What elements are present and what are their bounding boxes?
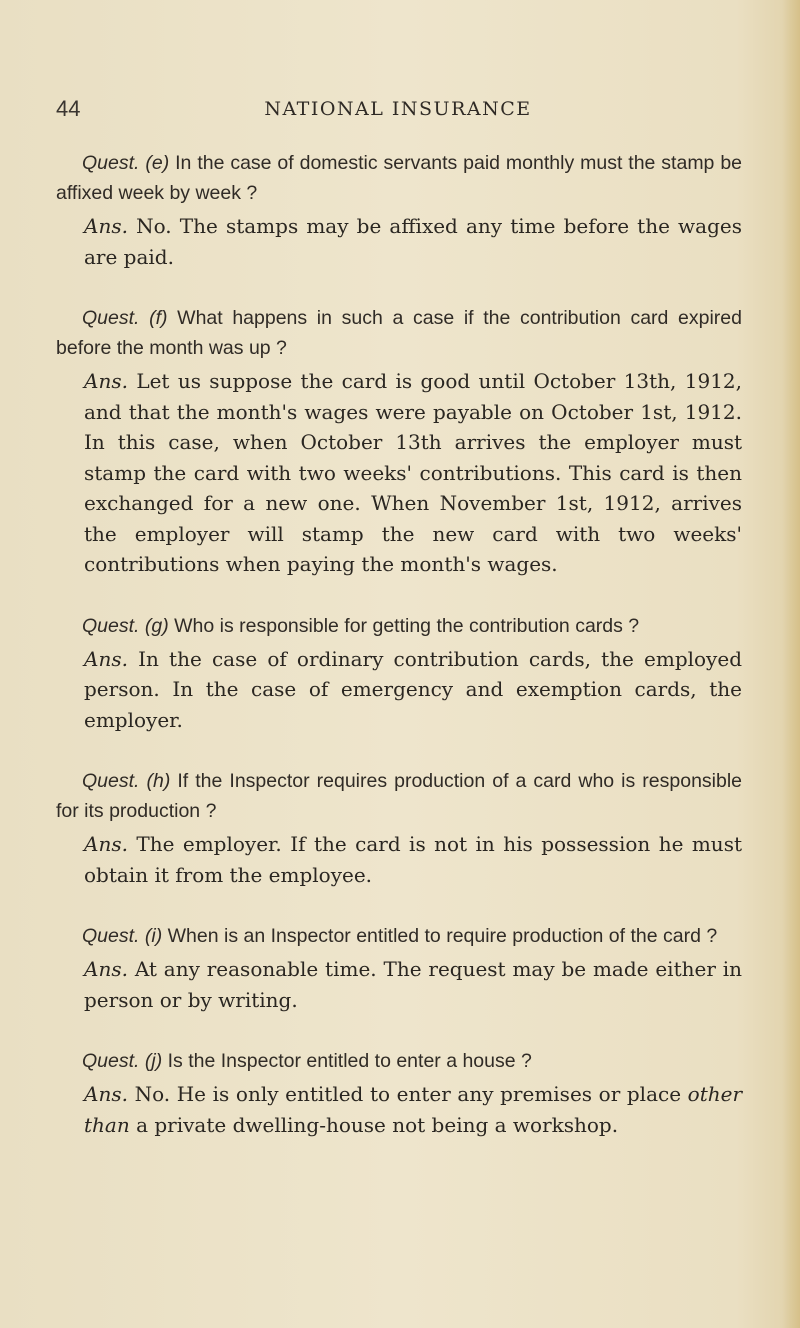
ans-label: Ans.	[84, 369, 128, 393]
page-header	[56, 96, 740, 136]
qa-item-j	[56, 1046, 742, 1140]
quest-label: Quest.	[82, 307, 140, 329]
quest-label: Quest.	[82, 770, 140, 792]
question-text: What happens in such a case if the contribution card expired before the month was up ?	[56, 307, 742, 359]
question-text: In the case of domestic servants paid monthly must the stamp be affixed week by week ?	[56, 152, 743, 204]
question-letter: (e)	[145, 152, 170, 174]
question	[56, 1046, 742, 1076]
question-letter: (i)	[144, 925, 163, 947]
question-text: Who is responsible for getting the contribution cards ?	[174, 614, 640, 637]
ans-label: Ans.	[84, 214, 128, 238]
question	[56, 148, 742, 208]
question	[56, 921, 742, 951]
ans-label: Ans.	[84, 832, 128, 856]
question-letter: (f)	[149, 307, 168, 329]
running-title: NATIONAL INSURANCE	[264, 98, 532, 120]
qa-item-h	[56, 766, 742, 890]
answer	[84, 211, 742, 272]
question	[56, 611, 742, 641]
question-letter: (j)	[144, 1050, 163, 1072]
question-text: When is an Inspector entitled to require production of the card ?	[167, 925, 718, 947]
answer-text: No. He is only entitled to enter any premises or place	[134, 1082, 682, 1106]
question-text: Is the Inspector entitled to enter a house ?	[167, 1050, 532, 1072]
qa-item-e	[56, 148, 742, 272]
ans-label: Ans.	[84, 1082, 128, 1106]
answer-text: No. The stamps may be affixed any time before the wages are paid.	[84, 214, 743, 269]
page-body	[56, 148, 742, 1171]
quest-label: Quest.	[82, 152, 140, 174]
quest-label: Quest.	[82, 1050, 140, 1072]
question-text: If the Inspector requires production of a card who is responsible for its production ?	[56, 770, 743, 822]
answer-emphasis: other than	[84, 1082, 743, 1137]
ans-label: Ans.	[84, 957, 128, 981]
quest-label: Quest.	[82, 925, 140, 947]
quest-label: Quest.	[82, 614, 140, 637]
answer-text: Let us suppose the card is good until October 13th, 1912, and that the month's wages were payable on October 1st, 1912. In this case, when October 13th arrives the employer must stamp the card with two weeks' contributions. This card is then exchanged for a new one. When November 1st, 1912, arrives the employer will stamp the new card with two weeks' contributions when paying the month's wages.	[84, 369, 742, 576]
qa-item-f	[56, 303, 742, 580]
answer-text: The employer. If the card is not in his possession he must obtain it from the employee.	[84, 832, 742, 887]
answer	[84, 954, 742, 1015]
question	[56, 303, 742, 363]
answer	[84, 366, 742, 580]
qa-item-g	[56, 611, 742, 736]
page-number: 44	[56, 96, 81, 121]
answer-text: In the case of ordinary contribution cards, the employed person. In the case of emergency and exemption cards, the employer.	[84, 646, 742, 732]
question	[56, 766, 742, 826]
qa-item-i	[56, 921, 742, 1015]
answer	[84, 1079, 742, 1140]
ans-label: Ans.	[84, 646, 128, 671]
answer-text-end: a private dwelling-house not being a workshop.	[136, 1112, 619, 1137]
page-edge-shadow	[782, 0, 800, 1328]
answer	[84, 829, 742, 890]
question-letter: (h)	[146, 770, 171, 792]
question-letter: (g)	[144, 614, 169, 637]
answer-text: At any reasonable time. The request may be made either in person or by writing.	[84, 957, 742, 1012]
answer	[84, 644, 742, 736]
